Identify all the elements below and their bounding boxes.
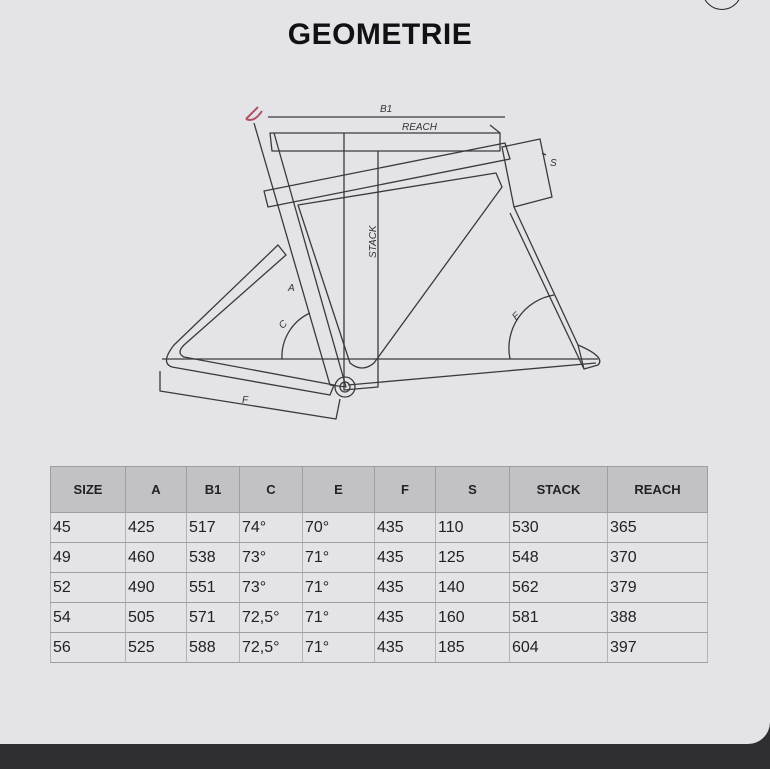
- header-c: C: [240, 467, 303, 513]
- cell-size: 49: [51, 543, 126, 573]
- cell-stack: 562: [510, 573, 608, 603]
- cell-b1: 538: [187, 543, 240, 573]
- cell-s: 185: [436, 633, 510, 663]
- cell-stack: 581: [510, 603, 608, 633]
- cell-e: 70°: [303, 513, 375, 543]
- header-s: S: [436, 467, 510, 513]
- table-row: [51, 603, 708, 633]
- cell-e: 71°: [303, 543, 375, 573]
- frame-geometry-diagram: [150, 95, 620, 425]
- cell-a: 425: [126, 513, 187, 543]
- cell-size: 54: [51, 603, 126, 633]
- cell-stack: 530: [510, 513, 608, 543]
- cell-f: 435: [375, 573, 436, 603]
- cell-f: 435: [375, 543, 436, 573]
- cell-size: 45: [51, 513, 126, 543]
- cell-a: 460: [126, 543, 187, 573]
- header-b1: B1: [187, 467, 240, 513]
- label-f: F: [242, 395, 249, 406]
- label-s: S: [550, 158, 557, 169]
- cell-c: 73°: [240, 543, 303, 573]
- close-button[interactable]: [702, 0, 742, 10]
- cell-c: 72,5°: [240, 633, 303, 663]
- cell-size: 52: [51, 573, 126, 603]
- cell-e: 71°: [303, 633, 375, 663]
- bottom-bar: [0, 744, 770, 769]
- cell-s: 140: [436, 573, 510, 603]
- cell-stack: 548: [510, 543, 608, 573]
- page-title: GEOMETRIE: [287, 18, 473, 51]
- cell-f: 435: [375, 603, 436, 633]
- label-c: C: [276, 318, 290, 332]
- label-b1: B1: [380, 104, 393, 115]
- cell-size: 56: [51, 633, 126, 663]
- header-reach: REACH: [608, 467, 708, 513]
- cell-reach: 397: [608, 633, 708, 663]
- cell-a: 490: [126, 573, 187, 603]
- cell-stack: 604: [510, 633, 608, 663]
- header-a: A: [126, 467, 187, 513]
- label-reach: REACH: [402, 122, 438, 133]
- cell-a: 525: [126, 633, 187, 663]
- cell-s: 110: [436, 513, 510, 543]
- cell-b1: 571: [187, 603, 240, 633]
- cell-a: 505: [126, 603, 187, 633]
- cell-reach: 379: [608, 573, 708, 603]
- cell-e: 71°: [303, 603, 375, 633]
- cell-b1: 517: [187, 513, 240, 543]
- cell-c: 72,5°: [240, 603, 303, 633]
- table-row: [51, 573, 708, 603]
- cell-reach: 370: [608, 543, 708, 573]
- geometry-table: [50, 466, 708, 663]
- table-row: [51, 543, 708, 573]
- label-stack: STACK: [368, 225, 379, 258]
- cell-b1: 588: [187, 633, 240, 663]
- cell-c: 74°: [240, 513, 303, 543]
- cell-e: 71°: [303, 573, 375, 603]
- header-stack: STACK: [510, 467, 608, 513]
- cell-reach: 365: [608, 513, 708, 543]
- cell-s: 125: [436, 543, 510, 573]
- label-a: A: [288, 283, 295, 294]
- label-e: E: [510, 310, 523, 323]
- header-size: SIZE: [51, 467, 126, 513]
- cell-s: 160: [436, 603, 510, 633]
- cell-f: 435: [375, 633, 436, 663]
- header-f: F: [375, 467, 436, 513]
- cell-c: 73°: [240, 573, 303, 603]
- table-header-row: [51, 467, 708, 513]
- cell-reach: 388: [608, 603, 708, 633]
- cell-f: 435: [375, 513, 436, 543]
- cell-b1: 551: [187, 573, 240, 603]
- table-row: [51, 633, 708, 663]
- table-row: [51, 513, 708, 543]
- header-e: E: [303, 467, 375, 513]
